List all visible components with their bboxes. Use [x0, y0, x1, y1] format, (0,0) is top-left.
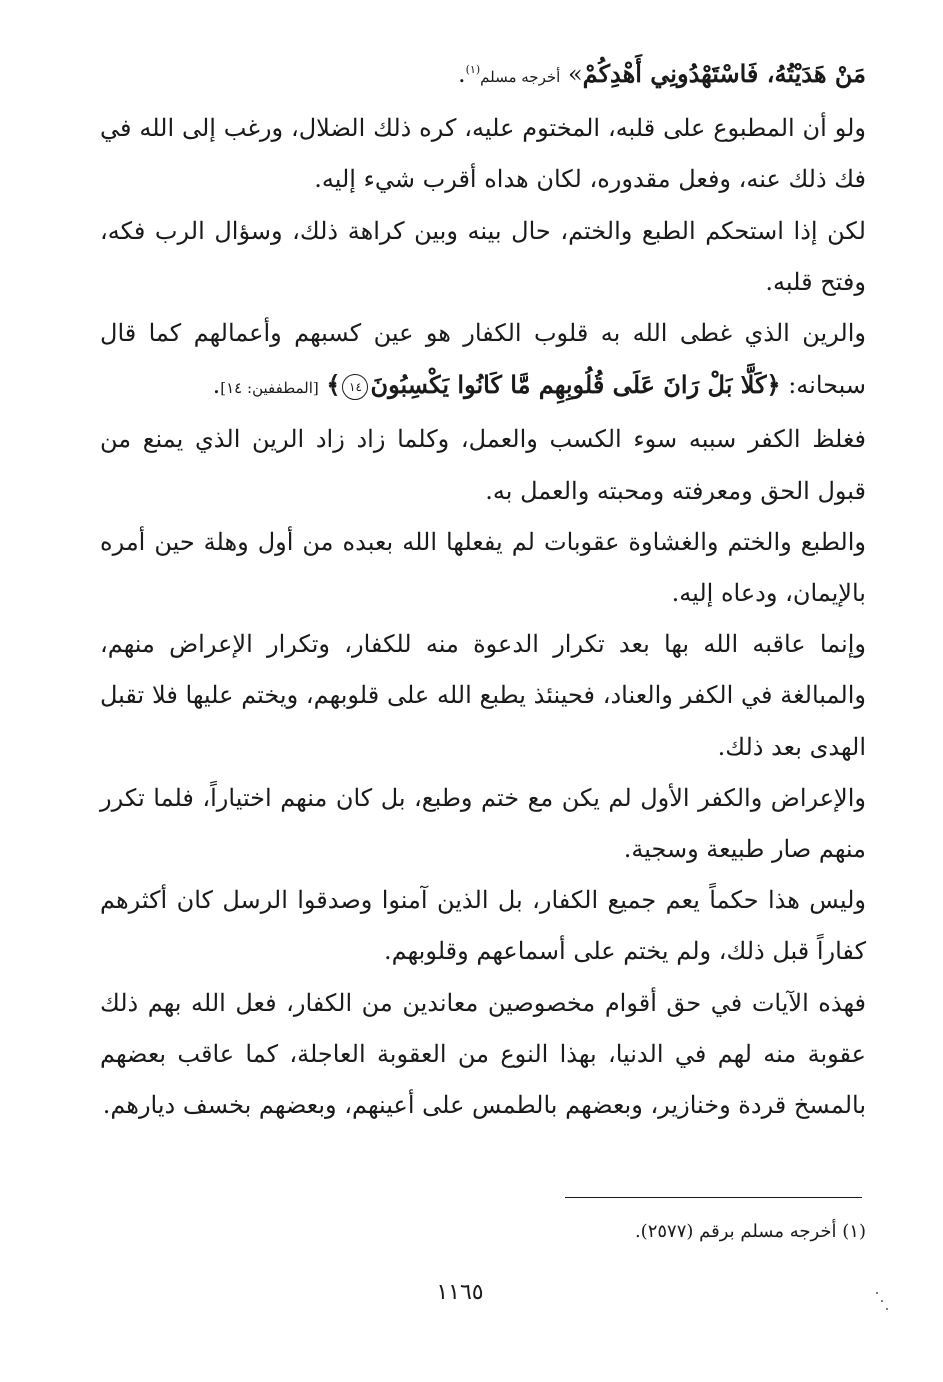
paragraph: وليس هذا حكماً يعم جميع الكفار، بل الذين آمنوا وصدقوا الرسل كان أكثرهم كفاراً قبل ذلك، ولم يختم على أسماعهم وقلوبهم.	[100, 886, 866, 966]
verse-reference: [المطففين: ١٤]	[220, 379, 319, 398]
quran-open-bracket: ﴿	[766, 370, 781, 400]
paragraph: وإنما عاقبه الله بها بعد تكرار الدعوة منه للكفار، وتكرار الإعراض منهم، والمبالغة في الكفر والعناد، فحينئذ يطبع الله على قلوبهم، ويختم عليها فلا تقبل الهدى بعد ذلك.	[100, 630, 866, 761]
quran-paragraph	[100, 308, 866, 414]
closing-quote-mark: »	[567, 60, 583, 88]
scan-speck	[876, 1292, 878, 1294]
paragraph: فهذه الآيات في حق أقوام مخصوصين معاندين من الكفار، فعل الله بهم ذلك عقوبة منه لهم في الدنيا، بهذا النوع من العقوبة العاجلة، كما عاقب بعضهم بالمسخ قردة وخنازير، وبعضهم بالطمس على أعينهم، وبعضهم بخسف ديارهم.	[100, 988, 866, 1120]
hadith-quote: مَنْ هَدَيْتُهُ، فَاسْتَهْدُونِي أَهْدِكُمْ	[582, 59, 866, 88]
quran-intro: والرين الذي غطى الله به قلوب الكفار هو عين كسبهم وأعمالهم كما قال سبحانه:	[100, 319, 866, 400]
paragraph: ولو أن المطبوع على قلبه، المختوم عليه، كره ذلك الضلال، ورغب إلى الله في فك ذلك عنه، وفعل مقدوره، لكان هداه أقرب شيء إليه.	[100, 114, 866, 194]
paragraph: لكن إذا استحكم الطبع والختم، حال بينه وبين كراهة ذلك، وسؤال الرب فكه، وفتح قلبه.	[100, 216, 866, 296]
opening-line	[100, 44, 866, 103]
scan-speck	[886, 1308, 888, 1310]
quran-verse: كَلَّا بَلْ رَانَ عَلَى قُلُوبِهِم مَّا كَانُوا يَكْسِبُونَ	[370, 370, 767, 400]
main-text	[100, 44, 866, 1131]
page-number: ١١٦٥	[436, 1280, 484, 1305]
quran-paragraph-end: .	[212, 371, 221, 400]
paragraph: فغلظ الكفر سببه سوء الكسب والعمل، وكلما زاد زاد الرين الذي يمنع من قبول الحق ومعرفته ومحبته والعمل به.	[100, 425, 866, 505]
scan-speck	[881, 1300, 883, 1302]
footnote: (١) أخرجه مسلم برقم (٢٥٧٧).	[634, 1221, 866, 1242]
footnote-divider	[565, 1197, 862, 1198]
footnote-marker: (١)	[465, 63, 481, 76]
opening-end: .	[457, 60, 466, 88]
paragraph: والإعراض والكفر الأول لم يكن مع ختم وطبع، بل كان منهم اختياراً، فلما تكرر منهم صار طبيعة وسجية.	[100, 783, 866, 864]
hadith-source: أخرجه مسلم	[480, 68, 561, 86]
ayah-number-marker: ١٤	[342, 374, 368, 400]
paragraph: والطبع والختم والغشاوة عقوبات لم يفعلها الله بعبده من أول وهلة حين أمره بالإيمان، ودعاه إليه.	[100, 527, 866, 608]
quran-close-bracket: ﴾	[326, 370, 341, 400]
